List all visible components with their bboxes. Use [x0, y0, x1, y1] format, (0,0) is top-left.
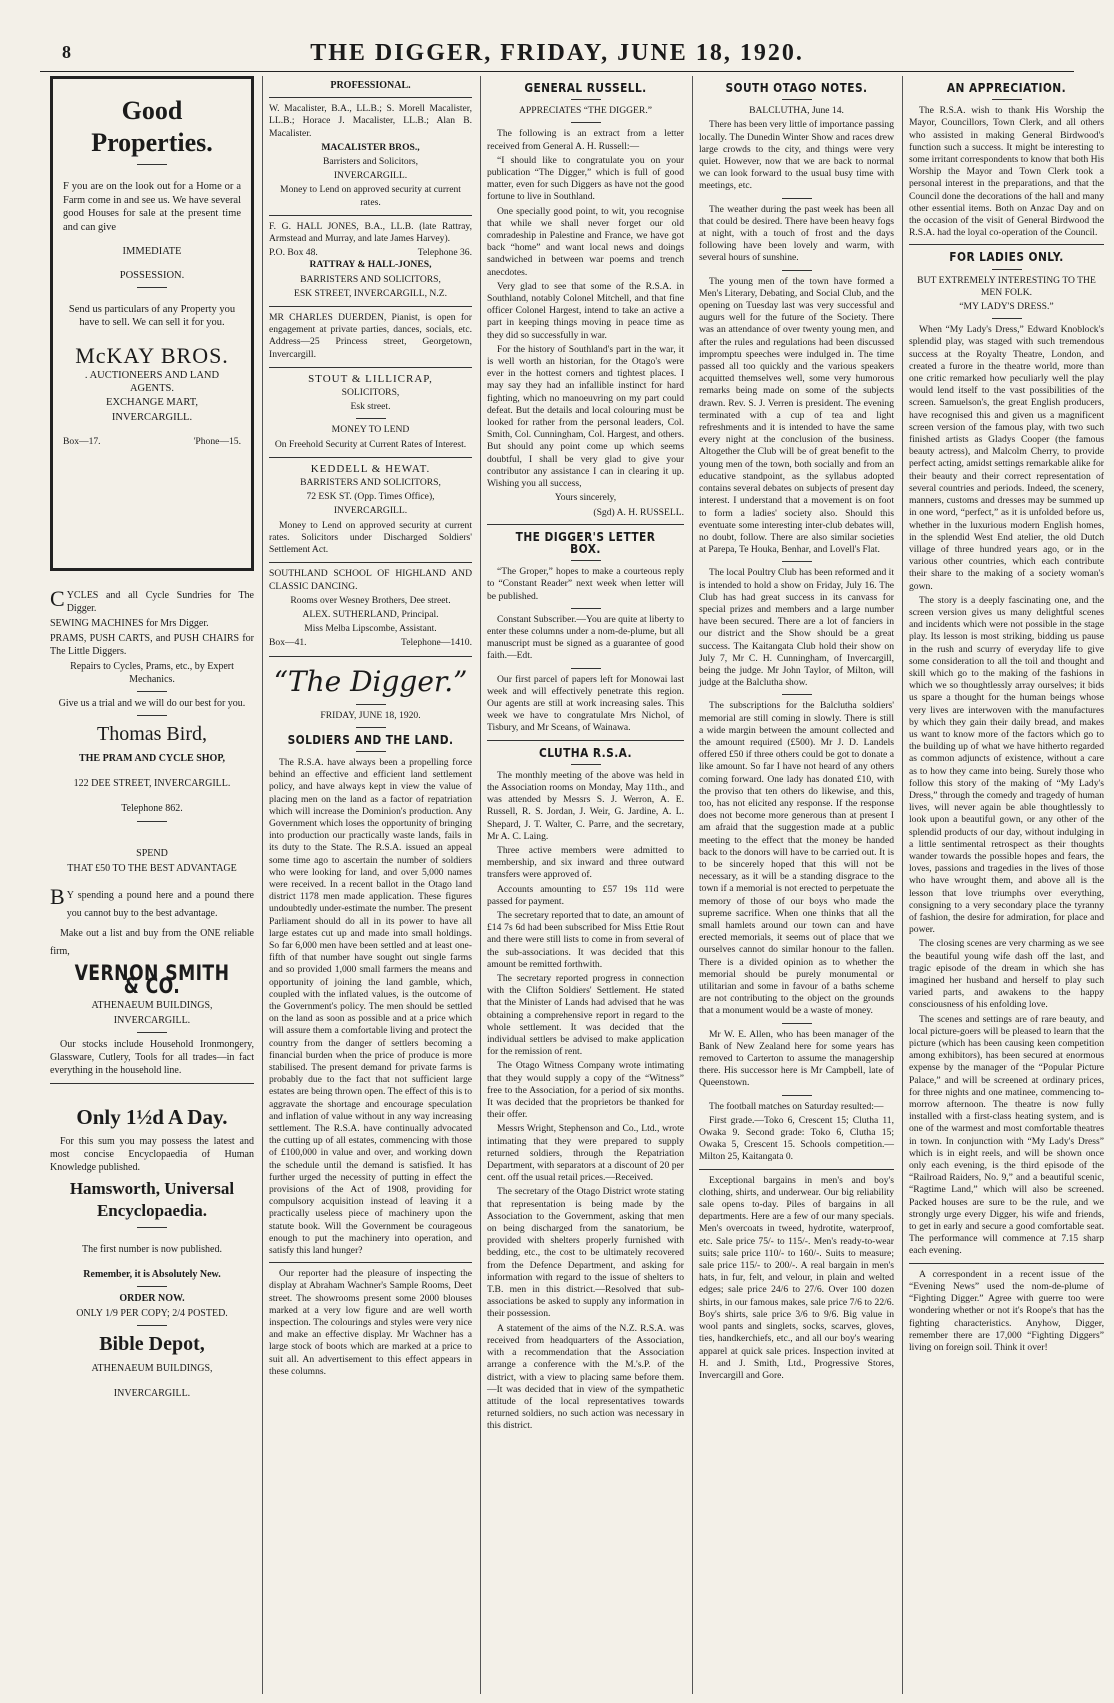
article-heading: SOLDIERS AND THE LAND.	[287, 731, 454, 747]
ad-text: INVERCARGILL.	[113, 1388, 191, 1399]
ad-text: ESK STREET, INVERCARGILL, N.Z.	[293, 287, 448, 299]
article-text: Constant Subscriber.—You are quite at liberty to enter these columns under a nom-de-plume, but all manuscript must be signed as a guarantee of good faith.—Edt.	[487, 613, 684, 662]
duerden-ad	[269, 312, 472, 361]
article-text: (Sgd) A. H. RUSSELL.	[593, 506, 684, 518]
macalister-ad	[269, 103, 472, 209]
article-text: The football matches on Saturday resulted:—	[709, 1100, 884, 1112]
article-text: First grade.—Toko 6, Crescent 15; Clutha 11, Owaka 9. Second grade: Toko 6, Clutha 15; Owaka 5, Crescent 15. Schools competition.—Milton 25, Kaitangata 0.	[699, 1114, 894, 1163]
ad-text: BARRISTERS AND SOLICITORS,	[300, 477, 441, 489]
article-text: “I should like to congratulate you on your publication “The Digger,” which is full of good matter, even for such Diggers as have not the good fortune to live in Southland.	[487, 154, 684, 203]
article-text: Messrs Wright, Stephenson and Co., Ltd., wrote intimating that they were prepared to supply returned soldiers, through the Repatriation Department, with separators at a discount of 20 per cent. off the usual retail prices.—Received.	[487, 1123, 684, 1184]
ad-text: Y spending a pound here and a pound there you cannot buy to the best advantage.	[66, 890, 254, 919]
ad-text: BARRISTERS AND SOLICITORS,	[300, 273, 441, 285]
section-heading: PROFESSIONAL.	[330, 80, 411, 91]
article-heading: FOR LADIES ONLY.	[949, 249, 1064, 265]
masthead-title: THE DIGGER, FRIDAY, JUNE 18, 1920.	[310, 40, 804, 66]
ad-text: Make out a list and buy from the ONE reliable firm,	[50, 928, 254, 957]
ad-text: F. G. HALL JONES, B.A., LL.B. (late Rattray, Armstead and Murray, and late James Harvey).	[269, 220, 472, 245]
article-text: Three active members were admitted to membership, and six inward and three outward transfers were approved of.	[487, 844, 684, 881]
article-text: The R.S.A. wish to thank His Worship the Mayor, Councillors, Town Clerk, and all others who assisted in making General Birdwood's function such a success. It might be interesting to some irritant correspondents to know that both His Worship the Mayor and Town Clerk took a personal interest in the preparations, and that the Council done the decorations of the hall and many other essential items. Both on Anzac Day and on the occasion of the visit of General Birdwood the R.S.A. had the loyal co-operation of the Council.	[909, 105, 1104, 239]
ad-text: SEWING MACHINES for Mrs Digger.	[50, 618, 209, 629]
article-dateline: BALCLUTHA, June 14.	[749, 105, 844, 117]
column-3	[480, 76, 690, 1694]
ad-text: Repairs to Cycles, Prams, etc., by Expert Mechanics.	[70, 661, 234, 685]
article-text: One specially good point, to wit, you recognise that while we shall never forget our old comradeship in Palestine and France, we have got back “home” and want local news and doings sandwiched in between war poems and trench anecdotes.	[487, 205, 684, 278]
ad-text: RATTRAY & HALL-JONES,	[309, 259, 432, 271]
article-text: The following is an extract from a letter received from General A. H. Russell:—	[487, 128, 684, 152]
article-text: A correspondent in a recent issue of the “Evening News” used the nom-de-plume of “Fighting Digger.” Agree with guerre too were wondering whether or not it's Roope's that has the fighting characteristics. Anyhow, Digger, remember there are 17,000 “Fighting Diggers” living on foreign soil. Think it over!	[909, 1268, 1104, 1353]
paper-date: FRIDAY, JUNE 18, 1920.	[320, 709, 421, 721]
bible-depot-heading: Bible Depot,	[99, 1333, 205, 1355]
ad-text: ALEX. SUTHERLAND, Principal.	[302, 608, 439, 620]
ad-text: For this sum you may possess the latest and most concise Encyclopaedia of Human Knowledge published.	[50, 1136, 254, 1173]
article-text: When “My Lady's Dress,” Edward Knoblock's splendid play, was staged with such tremendous success at the Royalty Theatre, London, and created a furore in the theatre world, more than one critic remarked how peculiarly well the play would lend itself to the vast possibilities of the screen. Samuelson's, the great English producers, have recognised this and given us a magnificent screen version of the famous play, with two such finished artists as Gladys Cooper (the famous beauty actress), and Malcolm Cherry, to provide perfect acting, amidst settings remarkable alike for their beauty and their correct representation of several countries and periods. Indeed, the scenery, manners, customs and dresses may be summed up in one word, “perfect,” as it is unfolded before us, whether in the luxurious modern English homes, in the splendid West End atelier, the old Dutch village of three hundred years ago, or in the various other countries, which each contribute their share to the making of a society woman's gown.	[909, 324, 1104, 592]
column-5	[902, 76, 1110, 1694]
ad-text: YCLES and all Cycle Sundries for The Digger.	[66, 590, 254, 614]
page-number: 8	[62, 42, 71, 62]
article-text: The young men of the town have formed a Men's Literary, Debating, and Social Club, and the opening on Tuesday last was very successful and augurs well for the future of the Society. There was an attendance of over twenty young men, and after the rules and regulations had been discussed impromptu speeches were indulged in. The time passed all too quickly and the various speakers acquitted themselves well, some very humorous remarks being made on some of the subjects drawn. Rev. S. J. Verren is president. The evening terminated with a cup of tea and light refreshments and it is intended to have the same every night at the conclusion of the business. Altogether the Club will be of great benefit to the young men of the town, both socially and from an educative standpoint, as the syllabus adopted contains several debates on subjects of present day interest. I understand that a movement is on foot to form a ladies' society also. Should this eventuate some interesting inter-club debates will, no doubt, follow. There are also similar societies at Parepa, Te Houka, Benhar, and Lovell's Flat.	[699, 275, 894, 556]
article-text: The monthly meeting of the above was held in the Association rooms on Monday, May 11th., and was attended by Messrs S. J. Werron, A. E. Russell, R. S. Jordan, J. Weir, G. Jardine, A. L. Shepard, J. T. Walter, C. Parre, and the secretary, Mr A. C. Laing.	[487, 769, 684, 842]
ad-text: F you are on the look out for a Home or a Farm come in and see us. We have several good Houses for sale at the present time and can give	[63, 181, 241, 233]
ad-text: W. Macalister, B.A., LL.B.; S. Morell Macalister, LL.B.; Horace J. Macalister, LL.B.; Alan B. Macalister.	[269, 103, 472, 139]
article-text: The subscriptions for the Balclutha soldiers' memorial are still coming in slowly. There is still a wide margin between the amount collected and the amount required (£500). Mr J. D. Landels offered £50 if three others could be got to donate a like amount. So far I have not heard of any others coming forward. One lady has donated £10, with the proviso that ten others do likewise, and this, too, has not elicited any response. If the response does not become more generous than at present I am afraid that the suggestion made at a public meeting to the effect that the money be handed back to the donors will have to be carried out. It is to be sincerely hoped that this will not be necessary, as it will be a standing disgrace to the town if a memorial is not erected to perpetuate the memory of those of our boys who made the supreme sacrifice. When one thinks that all the small hamlets around our town can and have erected memorials, it seems out of place that we ourselves cannot do similar honour to the fallen. There is a divided opinion as to whether the memorial should be purely monumental or utilitarian and some in favour of a baths scheme are not contributing to the object on the grounds that a monument would be a waste of money.	[699, 700, 894, 1017]
thomas-bird-heading: Thomas Bird,	[97, 723, 207, 745]
article-heading: GENERAL RUSSELL.	[524, 80, 647, 95]
encyclopaedia-ad	[50, 1105, 254, 1400]
hall-jones-ad	[269, 221, 472, 300]
hamsworth-heading: Hamsworth, Universal Encyclopaedia.	[69, 1179, 235, 1220]
ad-text: 122 DEE STREET, INVERCARGILL.	[73, 778, 231, 789]
cycles-ad: CYCLES and all Cycle Sundries for The Digger. SEWING MACHINES for Mrs Digger. PRAMS, PUSH CARTS, and PUSH CHAIRS for The Little Diggers. Repairs to Cycles, Prams, etc., by Expert Mechanics. Give us a trial and we will do our best for you. Thomas Bird, THE PRAM AND CYCLE SHOP, 122 DEE STREET, INVERCARGILL. Telephone 862.	[50, 586, 254, 814]
vernon-smith-heading: VERNON SMITH & CO.	[74, 961, 230, 998]
ad-text: Give us a trial and we will do our best for you.	[58, 698, 246, 709]
article-text: Our first parcel of papers left for Monowai last week and will effectively penetrate this region. Our agents are still at work increasing sales. This week we have to congratulate Mrs Nichol, of Tisbury, and Mr Sceans, of Wainawa.	[487, 673, 684, 734]
article-subheading: BUT EXTREMELY INTERESTING TO THE MEN FOLK.	[917, 274, 1096, 298]
ad-text: Money to Lend on approved security at current rates.	[280, 184, 461, 208]
column-4	[692, 76, 900, 1694]
article-text: The secretary of the Otago District wrote stating that representation is being made by the Association to the Government, asking that men on being discharged from the sanatorium, be provided with shelters properly furnished with bedding, etc., the cost to be ultimately recovered from the Defence Department, and asking for information with regard to the issue of shelters to T.B. men in this district.—Resolved that sub-associations be asked to supply any information in their possession.	[487, 1186, 684, 1320]
ad-text: SOUTHLAND SCHOOL OF HIGHLAND AND CLASSIC DANCING.	[269, 568, 472, 592]
ad-text: Rooms over Wesney Brothers, Dee street.	[290, 594, 451, 606]
article-heading: SOUTH OTAGO NOTES.	[725, 80, 868, 95]
article-text: The scenes and settings are of rare beauty, and local picture-goers will be pleased to learn that the picture (which has been causing keen competition among exhibitors), has been secured at enormous expense by the manager of the “Popular Picture Palace,” and will be screened at ordinary prices, for three nights and one matinee, commencing to-morrow afternoon. The theatre is now fully installed with a first-class heating system, and is one of the warmest and most comfortable theatres in town. In conjunction with “My Lady's Dress” which is in eight reels, and will be shown once only each evening, is the third episode of the “Railroad Raiders, No. 9,” and a beautiful scenic, “Ragtime Land,” which will also be screened. Packed houses are sure to be the rule, and we strongly urge every Digger, his wife and friends, to get in early and secure a good comfortable seat. The performance will commence at 7.15 sharp each evening.	[909, 1013, 1104, 1257]
ad-text: SPEND	[136, 848, 168, 859]
article-text: “The Groper,” hopes to make a courteous reply to “Constant Reader” next week when letter will be published.	[487, 566, 684, 602]
ad-text: INVERCARGILL.	[113, 1015, 191, 1026]
article-text: The Otago Witness Company wrote intimating that they would supply a copy of the “Witness” free to the Association, for a period of six months. It was decided that the proprietors be thanked for their offer.	[487, 1060, 684, 1121]
article-text: Mr W. E. Allen, who has been manager of the Bank of New Zealand here for some years has removed to Carterton to assume the managership there. His successor here is Mr Campbell, late of Queenstown.	[699, 1028, 894, 1089]
ad-text: IMMEDIATE	[122, 246, 182, 257]
dancing-school-ad	[269, 568, 472, 649]
paper-title: “The Digger.”	[273, 664, 468, 698]
article-heading: AN APPRECIATION.	[946, 80, 1067, 95]
ad-text: SOLICITORS,	[341, 387, 400, 399]
ad-text: INVERCARGILL.	[333, 170, 408, 182]
article-heading: CLUTHA R.S.A.	[539, 744, 632, 760]
article-text: The story is a deeply fascinating one, and the screen version gives us many delightful scenes and incidents which were not possible in the stage play. Its lesson is most striking, bidding us pause in the rush and scurry of everyday life to give some consideration to all the toil and thought and skill which go to the making of the fashions in which we so thoughtlessly array ourselves; it bids us spare a thought for the human beings whose very lives are interwoven with the manufactures by which they gain their daily bread, and makes us want to know more of the factors which go to the building up of what we have hitherto regarded as common adjuncts of existence, without a care as to how they came into being. Surely those who follow this story of the making of “My Lady's Dress,” through the comedy and tragedy of human lives, will never again be able thoughtlessly to look upon a beautiful gown, or any other of the splendid products of our day, without indulging in a little sentimental retrospect as their thoughts wander towards the possible hopes and fears, the loves, passions and tragedies in the lives of those who have wrought them, and above all is the lesson that love triumphs over everything, consigning to a very secondary place the tyranny of fashion, the desire for admiration, for place and power.	[909, 594, 1104, 936]
only-heading: Only 1½d A Day.	[76, 1105, 228, 1129]
article-text: Our reporter had the pleasure of inspecting the display at Abraham Wachner's Sample Rooms, Deet street. The showrooms present some 2000 blouses marked at a very low figure and are well worth inspection. The colourings and styles were very nice and make an effective display. Mr Wachner has a large stock of boots which are marked at a price to suit all. An advertisement to this effect appears in these columns.	[269, 1268, 472, 1377]
newspaper-columns	[50, 76, 1110, 1696]
article-subheading: “MY LADY'S DRESS.”	[959, 301, 1054, 313]
ad-text: ATHENAEUM BUILDINGS,	[91, 1000, 213, 1011]
article-text: The R.S.A. have always been a propelling force behind an effective and efficient land settlement policy, and have always kept in view the value of placing men on the land as a factor of repatriation which will increase the Dominion's production. Any Government which loses the opportunity of bringing into production our practically waste lands, fails in its duty to the State. The R.S.A. issued an appeal some time ago to ascertain the number of soldiers who were looking for land, and over 5,000 names were received. In a recent ballot in the Otago land district 1178 men made application. These figures undoubtedly under-estimate the number. The present Parliament should do all in its power to have all large estates cut up and made into small holdings. So far 6,000 men have been settled and at least one-fifth of that number have sought out single farms and so provided 1,000 small farmers the means and opportunity of joining the land gamble, which, coupled with the inflated values, is the outcome of the Government's policy. The men should be settled on the land as soon as possible and at a price which will assure them a comfortable living and protect the country from the danger of settlers becoming a financial burden when the price of produce is more stabilised. The present demand for private farms is probably due to the fact that not sufficient large estates are being thrown open. The effect of this is to aggravate the shortage and encourage speculation and inflation of value without in any way increasing settlement. The R.S.A. have continually advocated the cutting up of all estates, commencing with those of £100,000 in value and over, and working down the schedule until the demand is satisfied. It has further urged the necessity of putting in effect the provisions of the Act of 1908, providing for compulsory acquisition instead of leaving it a practically useless piece of machinery upon the statute book. Will the Government be courageous enough to put the machinery into operation, and satisfy this land hunger?	[269, 756, 472, 1257]
box-number: Box—17.	[63, 435, 101, 447]
phone-number: 'Phone—15.	[193, 435, 241, 447]
ad-text: STOUT & LILLICRAP,	[308, 372, 433, 385]
article-text: For the history of Southland's part in the war, it is well worth an historian, for the Otago's were ever in the hottest corners and tightest places. I may say they had an infallible instinct for hard fighting, which no manoeuvring on my part could defeat. But the details and local colouring must be looked for rather from the personal leaders, Col. Smith, Col. Cunningham, Col. Hargest, and others. But should any point come up which seems doubtful, I shall be very glad to give your contributor any assistance I can in clearing it up. Wishing you all success,	[487, 343, 684, 490]
ad-text: 72 ESK ST. (Opp. Times Office),	[306, 491, 435, 503]
ad-text: Esk street.	[350, 401, 391, 413]
article-text: The weather during the past week has been all that could be desired. There have been heavy fogs at night, with a touch of frost and the days following have been lovely and warm, with several hours of sunshine.	[699, 203, 894, 264]
stout-ad	[269, 373, 472, 451]
article-text: Accounts amounting to £57 19s 11d were passed for payment.	[487, 883, 684, 907]
ad-text: KEDDELL & HEWAT.	[310, 462, 431, 475]
ad-text: Our stocks include Household Ironmongery, Glassware, Cutlery, Tools for all trades—in fact everything in the household line.	[50, 1039, 254, 1076]
article-text: There has been very little of importance passing locally. The Dunedin Winter Show and races drew large crowds to the city, and things were very quiet. However, now that we are back to normal we can look forward to the usual busy time with meetings, etc.	[699, 119, 894, 192]
ad-text: EXCHANGE MART,	[106, 397, 198, 409]
ad-text: PRAMS, PUSH CARTS, and PUSH CHAIRS for The Little Diggers.	[50, 633, 254, 657]
article-text: The secretary reported that to date, an amount of £14 7s 6d had been subscribed for Miss Ettie Rout and there were still lists to come in from several of the sub-associations. It was decided that this amount be remitted forthwith.	[487, 909, 684, 970]
ad-text: Telephone—1410.	[401, 637, 472, 649]
ad-text: THAT £50 TO THE BEST ADVANTAGE	[67, 863, 237, 874]
article-text: A statement of the aims of the N.Z. R.S.A. was received from headquarters of the Association, with a recommendation that the Association arrange a conference with the M.'s.P. of the district, with a view to placing same before them.—It was decided that in view of the sympathetic attitude of the local representatives towards returned soldiers, no such action was necessary in this district.	[487, 1322, 684, 1432]
ad-text: Telephone 862.	[121, 803, 183, 814]
column-2	[262, 76, 478, 1694]
ad-heading: Good	[121, 96, 183, 125]
ad-text: MONEY TO LEND	[331, 424, 410, 436]
ad-text: ONLY 1/9 PER COPY; 2/4 POSTED.	[76, 1308, 228, 1319]
mckay-bros-heading: McKAY BROS.	[75, 343, 229, 369]
article-text: Very glad to see that some of the R.S.A. in Southland, notably Colonel Mitchell, and that fine officer Colonel Hargest, intend to take an active a part in keeping things moving in peace time as they did so successfully in war.	[487, 280, 684, 341]
article-subheading: APPRECIATES “THE DIGGER.”	[519, 105, 652, 117]
ad-text: INVERCARGILL.	[111, 411, 193, 423]
keddell-ad	[269, 463, 472, 556]
good-properties-ad	[50, 76, 254, 571]
ad-text: ORDER NOW.	[119, 1293, 185, 1304]
ad-text: ATHENAEUM BUILDINGS,	[91, 1363, 213, 1374]
ad-text: Send us particulars of any Property you have to sell. We can sell it for you.	[68, 304, 236, 329]
ad-text: Box—41.	[269, 637, 307, 649]
ad-text: On Freehold Security at Current Rates of Interest.	[274, 438, 467, 450]
ad-text: P.O. Box 48.	[269, 247, 318, 259]
ad-text: Remember, it is Absolutely New.	[83, 1269, 221, 1280]
masthead-bar	[40, 40, 1074, 72]
ad-text: POSSESSION.	[119, 270, 185, 282]
article-text: The local Poultry Club has been reformed and it is intended to hold a show on Friday, July 16. The Club has had great success in its canvass for special prizes and members and a large number have been secured. There are a lot of fanciers in our district and the Show should be a great success. The Kaitangata Club hold their show on July 7, Mr C. H. Cunningham, of Invercargill, being the judge. Mr John Taylor, of Milton, will judge at the Balclutha show.	[699, 567, 894, 689]
article-text: The closing scenes are very charming as we see the beautiful young wife dash off the last, and tragic episode of the dream in which she has imagined her husband and herself to play such varied parts, and awakens to the happy consciousness of his enfolding love.	[909, 938, 1104, 1011]
ad-heading: Properties.	[91, 128, 213, 157]
column-1-ads	[50, 76, 260, 1694]
ad-text: MR CHARLES DUERDEN, Pianist, is open for engagement at private parties, dances, socials, etc. Address—25 Princess street, Georgetown, Invercargill.	[269, 312, 472, 360]
ad-text: INVERCARGILL.	[333, 505, 408, 517]
article-heading: THE DIGGER'S LETTER BOX.	[515, 528, 656, 556]
ad-text: Barristers and Solicitors,	[322, 156, 419, 168]
ad-text: The first number is now published.	[82, 1244, 222, 1255]
article-text: Exceptional bargains in men's and boy's clothing, shirts, and underwear. Our big reliability sale opens to-day. Piles of bargains in all departments. Here are a few of our many specials. Men's overcoats in tweed, hydrotite, waterproof, etc. Sale price 75/- to 115/-. Men's ready-to-wear suits; sale price 110/- to 160/-. Suits to measure; sale price 115/- to 200/-. A real bargain in men's hats, in fur, felt, and velour, in plain and welted edges; sale price 24/6 to 27/6. Over 100 dozen shirts, in our famous makes, sale price 7/6 to 22/6. Boy's shirts, sale price 3/6 to 9/6. Big value in wool pants and singlets, socks, scarves, gloves, ties, handkerchiefs, etc., and all our boy's wearing apparel at quick sale prices. Inspection invited at H. and J. Smith, Ltd., Progressive Stores, Invercargill and Gore.	[699, 1174, 894, 1381]
ad-text: MACALISTER BROS.,	[321, 141, 420, 153]
ad-text: . AUCTIONEERS AND LAND AGENTS.	[84, 370, 220, 395]
ad-text: Telephone 36.	[417, 247, 472, 259]
vernon-smith-ad: SPEND THAT £50 TO THE BEST ADVANTAGE B Y spending a pound here and a pound there you cannot buy to the best advantage. Make out a list and buy from the ONE reliable firm, VERNON SMITH & CO. ATHENAEUM BUILDINGS, INVERCARGILL. Our stocks include Household Ironmongery, Glassware, Cutlery, Tools for all trades—in fact everything in the household line.	[50, 848, 254, 1076]
contact-row	[63, 436, 241, 448]
article-text: The secretary reported progress in connection with the Clifton Soldiers' Settlement. He stated that the Minister of Lands had advised that he was obtaining a comprehensive report in regard to the whole settlement. It was decided that the individual settlers be advised to make application for the remission of rent.	[487, 973, 684, 1058]
ad-text: Money to Lend on approved security at current rates. Solicitors under Discharged Soldiers' Settlement Act.	[269, 519, 472, 556]
article-text: Yours sincerely,	[554, 492, 617, 504]
ad-text: THE PRAM AND CYCLE SHOP,	[78, 753, 226, 764]
ad-text: Miss Melba Lipscombe, Assistant.	[304, 623, 437, 635]
